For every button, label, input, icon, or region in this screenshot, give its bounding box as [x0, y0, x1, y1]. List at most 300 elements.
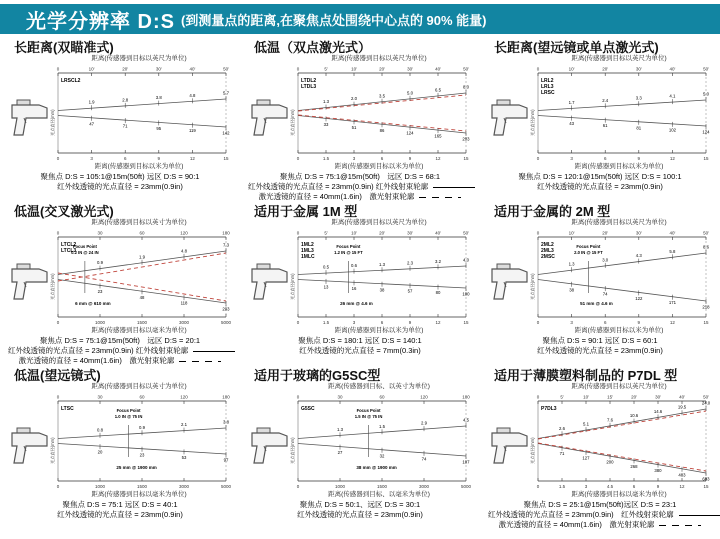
svg-text:26 mm @ 4.6 m: 26 mm @ 4.6 m: [340, 301, 373, 306]
svg-text:57: 57: [407, 288, 413, 294]
svg-text:30': 30': [407, 66, 413, 72]
svg-text:20': 20': [602, 230, 609, 236]
svg-text:1.9: 1.9: [88, 99, 95, 105]
svg-text:13: 13: [323, 284, 329, 290]
svg-text:60: 60: [139, 394, 145, 400]
svg-text:6: 6: [380, 156, 384, 161]
page-title: 光学分辨率 D:S: [26, 10, 175, 33]
chart-body: [492, 231, 710, 326]
svg-text:81: 81: [636, 125, 642, 131]
chart-body: [252, 231, 470, 326]
svg-text:3.8: 3.8: [155, 95, 162, 101]
svg-text:8.0: 8.0: [463, 84, 469, 90]
page-subtitle: (到测量点的距离,在聚焦点处围绕中心点的 90% 能量): [181, 12, 487, 28]
spec-text: 聚焦点 D:S = 75:1@15m(50ft) 远区 D:S = 20:1: [39, 336, 201, 345]
svg-text:2.0: 2.0: [351, 96, 357, 102]
panel-specs: [8, 172, 232, 192]
svg-text:51: 51: [351, 124, 357, 130]
svg-text:48: 48: [139, 294, 145, 300]
svg-text:0: 0: [56, 394, 60, 400]
spec-panel: [240, 39, 480, 203]
svg-text:光点直径(mm): 光点直径(mm): [290, 273, 295, 300]
panels-grid: [0, 34, 720, 531]
spec-row: [8, 510, 232, 520]
svg-text:0: 0: [536, 320, 540, 325]
svg-text:0: 0: [296, 320, 300, 325]
bottom-axis-label: 距离(传感器到目标以米为单位): [334, 327, 424, 334]
panel-specs: [488, 172, 712, 192]
svg-text:9: 9: [157, 156, 161, 161]
svg-text:20: 20: [97, 449, 103, 455]
panel-title: 低温（双点激光式）: [254, 40, 372, 55]
bottom-axis-label: 距离(传感器到目标以米为单位): [94, 163, 184, 170]
panel-title: 适用于玻璃的G5SC型: [254, 368, 381, 383]
svg-text:1.3: 1.3: [568, 261, 575, 267]
ir-thermometer-icon: [492, 428, 527, 463]
svg-text:LTSC: LTSC: [61, 406, 74, 412]
panel-specs: [248, 336, 472, 356]
svg-text:180: 180: [462, 394, 470, 400]
chart-body: [12, 231, 232, 326]
svg-text:4.5: 4.5: [606, 484, 614, 489]
svg-text:1000: 1000: [94, 320, 106, 325]
svg-text:20': 20': [122, 66, 129, 72]
svg-text:30': 30': [635, 66, 642, 72]
svg-text:Focus Point: Focus Point: [72, 244, 97, 249]
spec-row: [248, 172, 472, 182]
spec-text: 聚焦点 D:S = 105:1@15m(50ft) 远区 D:S = 90:1: [40, 172, 200, 181]
svg-text:165: 165: [434, 133, 442, 139]
svg-text:2.4: 2.4: [602, 97, 609, 103]
svg-text:LRL2: LRL2: [541, 78, 554, 84]
svg-text:1500: 1500: [376, 484, 388, 489]
svg-text:120: 120: [180, 394, 188, 400]
spec-row: [8, 172, 232, 182]
svg-text:光点直径(mm): 光点直径(mm): [290, 437, 295, 464]
svg-text:23: 23: [97, 288, 103, 294]
svg-text:10': 10': [351, 230, 357, 236]
svg-text:光点直径(mm): 光点直径(mm): [530, 273, 535, 300]
svg-text:107: 107: [462, 459, 470, 465]
spec-text: 激光透镜的直径 = 40mm(1.6in) 激光射束轮廓: [18, 356, 175, 365]
svg-text:Focus Point: Focus Point: [576, 244, 601, 249]
svg-text:Focus Point: Focus Point: [356, 408, 381, 413]
svg-text:P7DL3: P7DL3: [541, 406, 557, 412]
spec-text: 聚焦点 D:S = 50:1、远区 D:S = 30:1: [299, 500, 421, 509]
svg-text:30: 30: [97, 394, 103, 400]
svg-text:5': 5': [560, 394, 564, 400]
svg-text:218: 218: [702, 304, 710, 310]
svg-text:3: 3: [90, 156, 93, 161]
svg-text:5000: 5000: [220, 320, 232, 325]
svg-text:7.6: 7.6: [607, 417, 613, 423]
spec-text: 聚焦点 D:S = 75:1 远区 D:S = 40:1: [62, 500, 178, 509]
svg-text:3.2: 3.2: [435, 258, 441, 264]
svg-text:1.5: 1.5: [322, 156, 330, 161]
top-axis-label: 距离(传感器到目标以英尺为单位): [331, 219, 427, 226]
svg-text:30': 30': [655, 394, 661, 400]
bottom-axis-label: 距离(传感器到目标以米为单位): [574, 327, 664, 334]
svg-text:9: 9: [408, 156, 412, 161]
svg-text:43: 43: [569, 121, 574, 127]
svg-text:5000: 5000: [460, 484, 472, 489]
svg-text:60: 60: [139, 230, 145, 236]
svg-text:203: 203: [462, 136, 470, 142]
svg-text:1.2 IN @ 15 FT: 1.2 IN @ 15 FT: [334, 250, 363, 255]
svg-text:3: 3: [570, 156, 573, 161]
svg-text:1ML3: 1ML3: [301, 248, 314, 254]
bottom-axis-label: 距离(传感器到目标以米为单位): [574, 163, 664, 170]
svg-text:5.1: 5.1: [583, 421, 589, 427]
svg-text:40': 40': [435, 230, 441, 236]
spec-text: 红外线透镜的光点直径 = 23mm(0.9in): [297, 510, 423, 519]
bottom-axis-label: 距离(传感器到目标、以毫米为单位): [328, 491, 430, 498]
svg-text:122: 122: [635, 295, 643, 301]
svg-text:1.0 IN @ 75 IN: 1.0 IN @ 75 IN: [114, 414, 143, 419]
svg-text:2.0 IN @ 15 FT: 2.0 IN @ 15 FT: [574, 250, 603, 255]
ir-thermometer-icon: [12, 428, 47, 463]
spec-panel: [0, 367, 240, 531]
spec-row: [488, 182, 712, 192]
svg-text:0: 0: [536, 230, 540, 236]
svg-text:6: 6: [380, 320, 384, 325]
svg-text:12: 12: [669, 320, 675, 325]
panel-title: 长距离(望远镜或单点激光式): [494, 40, 659, 55]
svg-text:15: 15: [703, 484, 709, 489]
ir-thermometer-icon: [12, 100, 47, 135]
spec-text: 红外线透镜的光点直径 = 23mm(0.9in): [57, 510, 183, 519]
svg-text:0: 0: [56, 156, 60, 161]
spec-text: 聚焦点 D:S = 25:1@15m(50ft)远区 D:S = 23:1: [523, 500, 677, 509]
svg-text:1000: 1000: [94, 484, 106, 489]
svg-text:53: 53: [181, 454, 187, 460]
svg-text:0: 0: [536, 66, 540, 72]
svg-text:Focus Point: Focus Point: [116, 408, 141, 413]
svg-text:74: 74: [421, 456, 427, 462]
bottom-axis-label: 距离(传感器到目标以毫米为单位): [91, 327, 187, 334]
svg-text:LRL3: LRL3: [541, 84, 554, 90]
svg-text:20': 20': [379, 66, 385, 72]
svg-text:33: 33: [323, 121, 329, 127]
ds-chart: [248, 227, 472, 327]
svg-text:24.0: 24.0: [701, 400, 711, 406]
svg-text:15': 15': [607, 394, 613, 400]
spec-text: 红外线透镜的光点直径 = 23mm(0.9in): [537, 182, 663, 191]
panel-specs: [248, 172, 472, 202]
svg-text:0: 0: [296, 156, 300, 161]
svg-text:30: 30: [337, 394, 343, 400]
panel-title: 低温(望远镜式): [14, 368, 101, 383]
svg-text:1.3: 1.3: [337, 426, 343, 432]
svg-text:50': 50': [703, 394, 709, 400]
svg-text:15: 15: [223, 156, 229, 161]
svg-text:光点直径(mm): 光点直径(mm): [50, 109, 55, 136]
top-axis-label: 距离(传感器到目标以英寸为单位): [91, 219, 187, 226]
spec-text: 聚焦点 D:S = 180:1 远区 D:S = 140:1: [298, 336, 422, 345]
panel-title: 适用于金属的 2M 型: [494, 204, 611, 219]
svg-text:203: 203: [222, 306, 230, 312]
chart-body: [252, 395, 472, 490]
bottom-axis-label: 距离(传感器到目标以毫米为单位): [91, 491, 187, 498]
svg-text:40': 40': [669, 230, 676, 236]
ds-chart: [8, 227, 232, 327]
svg-text:2.9: 2.9: [421, 420, 427, 426]
svg-text:50': 50': [703, 230, 709, 236]
svg-text:3: 3: [570, 320, 573, 325]
svg-text:80: 80: [435, 290, 441, 296]
panel-title: 适用于金属 1M 型: [254, 204, 358, 219]
svg-text:30': 30': [407, 230, 413, 236]
svg-text:120: 120: [180, 230, 188, 236]
svg-text:LTCL3: LTCL3: [61, 248, 77, 254]
spec-row: [248, 500, 472, 510]
svg-text:3000: 3000: [418, 484, 430, 489]
svg-text:16: 16: [351, 285, 357, 291]
spec-panel: [480, 39, 720, 203]
spec-text: 激光透镜的直径 = 40mm(1.6in) 激光射束轮廓: [498, 520, 655, 529]
ds-chart: [488, 63, 712, 163]
ir-thermometer-icon: [12, 264, 47, 299]
svg-text:10': 10': [351, 66, 357, 72]
spec-row: [248, 336, 472, 346]
svg-text:180: 180: [222, 230, 230, 236]
panel-specs: [488, 500, 712, 530]
spec-row: [488, 520, 712, 530]
svg-text:光点直径(mm): 光点直径(mm): [290, 109, 295, 136]
svg-text:LTCL2: LTCL2: [61, 242, 77, 248]
svg-text:30': 30': [155, 66, 162, 72]
svg-text:0: 0: [56, 230, 60, 236]
spec-row: [488, 510, 712, 520]
ir-beam-legend-line: [679, 515, 720, 516]
spec-row: [8, 182, 232, 192]
svg-text:光点直径(mm): 光点直径(mm): [530, 109, 535, 136]
svg-text:12: 12: [189, 156, 195, 161]
svg-text:5': 5': [324, 66, 328, 72]
ir-thermometer-icon: [252, 100, 287, 135]
svg-text:9: 9: [408, 320, 412, 325]
svg-text:9: 9: [637, 320, 641, 325]
svg-text:268: 268: [630, 463, 638, 469]
svg-text:19.5: 19.5: [677, 404, 687, 410]
spec-text: 激光透镜的直径 = 40mm(1.6in) 激光射束轮廓: [258, 192, 415, 201]
svg-text:95: 95: [156, 125, 162, 131]
svg-text:32: 32: [379, 453, 385, 459]
svg-text:1.5: 1.5: [322, 320, 330, 325]
svg-text:119: 119: [188, 128, 196, 134]
spec-panel: [0, 203, 240, 367]
spec-panel: [240, 367, 480, 531]
spec-panel: [480, 203, 720, 367]
svg-text:0.9: 0.9: [139, 424, 145, 430]
svg-text:50': 50': [463, 230, 469, 236]
svg-text:0.6: 0.6: [351, 263, 357, 269]
svg-text:6 mm @ 610 mm: 6 mm @ 610 mm: [75, 301, 111, 306]
svg-text:3: 3: [584, 484, 588, 489]
top-axis-label: 距离(传感器到目标以英尺为单位): [331, 55, 427, 62]
svg-text:3.3: 3.3: [635, 95, 642, 101]
svg-text:4.0: 4.0: [463, 257, 469, 263]
svg-text:0: 0: [536, 156, 540, 161]
svg-text:180: 180: [222, 394, 230, 400]
svg-text:0: 0: [56, 320, 60, 325]
svg-text:1.5: 1.5: [558, 484, 566, 489]
ir-thermometer-icon: [252, 264, 287, 299]
panel-specs: [8, 500, 232, 520]
svg-text:5.7: 5.7: [223, 90, 229, 96]
svg-text:38: 38: [379, 287, 385, 293]
svg-text:124: 124: [406, 130, 414, 136]
svg-text:74: 74: [602, 291, 608, 297]
svg-text:0.8: 0.8: [97, 427, 103, 433]
svg-text:1ML2: 1ML2: [301, 242, 314, 248]
bottom-axis-label: 距离(传感器到目标以米为单位): [334, 163, 424, 170]
svg-text:6: 6: [603, 320, 607, 325]
svg-text:1.7: 1.7: [568, 99, 575, 105]
svg-text:127: 127: [582, 455, 590, 461]
spec-text: 红外线透镜的光点直径 = 7mm(0.3in): [299, 346, 421, 355]
top-axis-label: 距离(传感器到目标以英尺为单位): [571, 219, 667, 226]
spec-text: 红外线透镜的光点直径 = 23mm(0.9in) 红外线射束轮廓: [8, 346, 189, 355]
svg-text:LRSCL2: LRSCL2: [61, 78, 81, 84]
svg-text:142: 142: [222, 130, 230, 136]
svg-text:0: 0: [536, 484, 540, 489]
svg-text:5': 5': [324, 230, 328, 236]
svg-text:4.1: 4.1: [669, 93, 676, 99]
svg-text:0: 0: [296, 230, 300, 236]
bottom-axis-label: 距离(传感器到目标以毫米为单位): [571, 491, 667, 498]
svg-text:71: 71: [559, 451, 565, 457]
svg-text:40': 40': [669, 66, 676, 72]
svg-text:1500: 1500: [136, 320, 148, 325]
svg-text:12: 12: [435, 156, 441, 161]
svg-text:100: 100: [462, 291, 470, 297]
svg-text:9: 9: [637, 156, 641, 161]
svg-text:0: 0: [296, 484, 300, 489]
svg-text:1.3: 1.3: [379, 261, 385, 267]
spec-row: [248, 182, 472, 192]
ir-thermometer-icon: [492, 264, 527, 299]
svg-text:4.8: 4.8: [189, 92, 196, 98]
svg-text:5000: 5000: [220, 484, 232, 489]
spec-row: [488, 500, 712, 510]
spec-panel: [0, 39, 240, 203]
chart-body: [492, 395, 711, 490]
svg-text:14.6: 14.6: [653, 408, 663, 414]
spec-text: 聚焦点 D:S = 75:1@15m(50ft) 远区 D:S = 68:1: [279, 172, 441, 181]
spec-row: [248, 346, 472, 356]
svg-text:38 mm @ 1900 mm: 38 mm @ 1900 mm: [356, 465, 397, 470]
svg-text:15: 15: [463, 320, 469, 325]
svg-text:7.3: 7.3: [223, 242, 229, 248]
svg-text:3: 3: [352, 320, 356, 325]
svg-text:6: 6: [123, 156, 127, 161]
ir-beam-legend-line: [433, 187, 475, 188]
svg-text:0: 0: [296, 66, 300, 72]
chart-body: [492, 67, 710, 162]
top-axis-label: 距离(传感器到目标、以英寸为单位): [328, 383, 430, 390]
svg-text:2.8: 2.8: [122, 97, 129, 103]
svg-text:8.6: 8.6: [703, 244, 709, 250]
svg-text:6.5: 6.5: [435, 87, 441, 93]
svg-text:3000: 3000: [178, 320, 190, 325]
svg-text:1.5 IN @ 75 IN: 1.5 IN @ 75 IN: [354, 414, 383, 419]
svg-text:5.8: 5.8: [669, 248, 676, 254]
svg-text:LRSC: LRSC: [541, 90, 555, 96]
svg-text:2.3: 2.3: [407, 260, 413, 266]
svg-text:30': 30': [635, 230, 642, 236]
ir-thermometer-icon: [252, 428, 287, 463]
page-header: [0, 4, 720, 34]
panel-title: 长距离(双瞄准式): [14, 40, 114, 55]
svg-text:3: 3: [352, 156, 356, 161]
svg-text:40': 40': [435, 66, 441, 72]
svg-text:10': 10': [568, 66, 575, 72]
ds-chart: [248, 63, 472, 163]
svg-text:1500: 1500: [136, 484, 148, 489]
svg-text:50': 50': [463, 66, 469, 72]
svg-text:0.9: 0.9: [97, 260, 103, 266]
svg-text:4.3: 4.3: [635, 253, 642, 259]
svg-text:47: 47: [89, 121, 94, 127]
svg-text:2.1: 2.1: [181, 422, 187, 428]
svg-text:5.0: 5.0: [407, 90, 413, 96]
panel-specs: [8, 336, 232, 366]
svg-text:3.5: 3.5: [379, 93, 385, 99]
svg-text:3000: 3000: [178, 484, 190, 489]
svg-text:1000: 1000: [334, 484, 346, 489]
svg-text:120: 120: [420, 394, 428, 400]
svg-text:50': 50': [223, 66, 229, 72]
svg-text:50': 50': [703, 66, 709, 72]
svg-text:603: 603: [702, 476, 710, 482]
svg-text:LTDL3: LTDL3: [301, 84, 317, 90]
svg-text:4.5: 4.5: [463, 417, 469, 423]
panel-title: 适用于薄膜塑料制品的 P7DL 型: [494, 368, 678, 383]
svg-text:2.6: 2.6: [559, 425, 565, 431]
svg-text:15: 15: [703, 156, 709, 161]
spec-text: 红外线透镜的光点直径 = 23mm(0.9in) 红外线射束轮廓: [248, 182, 429, 191]
ds-chart: [488, 227, 712, 327]
svg-text:6: 6: [603, 156, 607, 161]
svg-text:200: 200: [606, 459, 614, 465]
svg-text:10': 10': [88, 66, 95, 72]
svg-text:3.0: 3.0: [602, 257, 609, 263]
svg-text:12: 12: [435, 320, 441, 325]
spec-text: 聚焦点 D:S = 120:1@15m(50ft) 远区 D:S = 100:1: [518, 172, 682, 181]
svg-text:25 mm @ 1900 mm: 25 mm @ 1900 mm: [116, 465, 157, 470]
laser-beam-legend-line: [179, 361, 221, 362]
chart-body: [252, 67, 470, 162]
spec-row: [8, 336, 232, 346]
ds-chart: [488, 391, 712, 491]
panel-title: 低温(交叉激光式): [14, 204, 114, 219]
svg-text:0: 0: [56, 66, 60, 72]
svg-text:光点直径(mm): 光点直径(mm): [50, 273, 55, 300]
svg-text:10.6: 10.6: [629, 413, 639, 419]
svg-text:124: 124: [702, 129, 710, 135]
spec-row: [248, 510, 472, 520]
top-axis-label: 距离(传感器到目标以英尺为单位): [91, 55, 187, 62]
svg-text:2ML2: 2ML2: [541, 242, 554, 248]
spec-panel: [480, 367, 720, 531]
ds-chart: [248, 391, 472, 491]
spec-row: [488, 336, 712, 346]
ir-beam-legend-line: [193, 351, 235, 352]
ir-thermometer-icon: [492, 100, 527, 135]
svg-text:97: 97: [223, 457, 229, 463]
top-axis-label: 距离(传感器到目标以英尺为单位): [571, 55, 667, 62]
